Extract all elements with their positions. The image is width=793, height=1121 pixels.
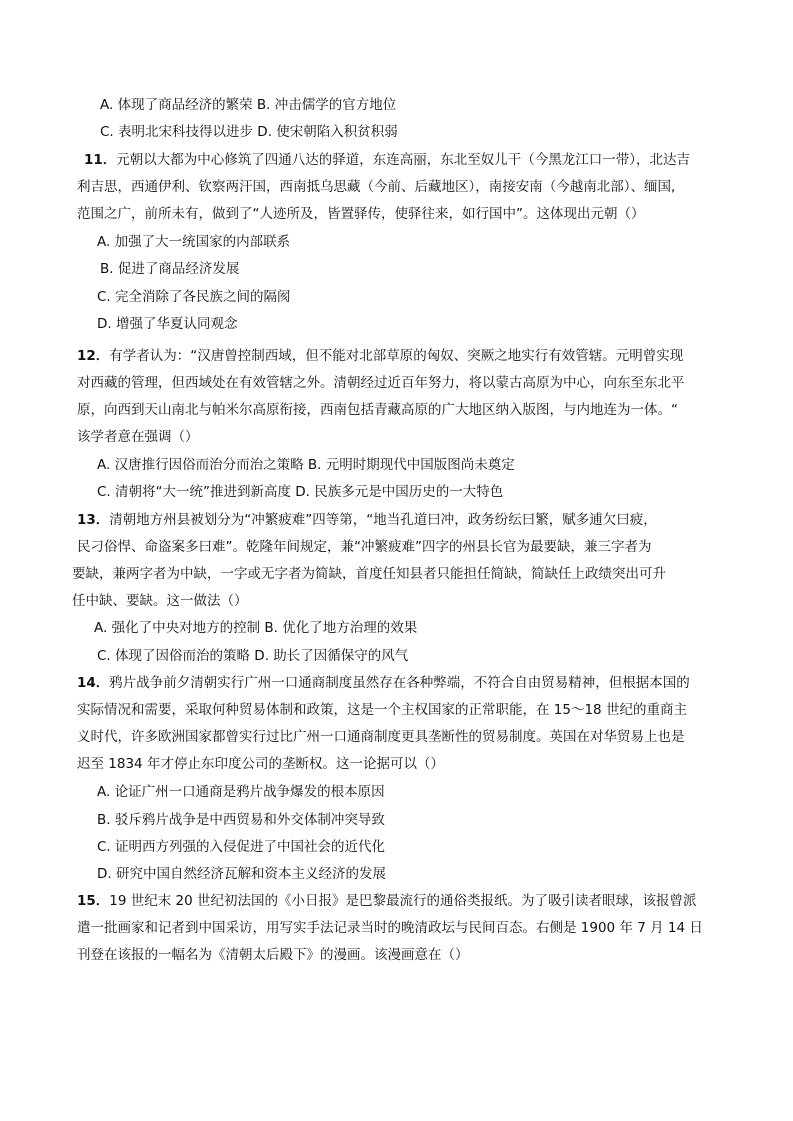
q14-stem-line4: 迟至 1834 年才停止东印度公司的垄断权。这一论据可以（） xyxy=(77,756,444,772)
q13-stem-line1 xyxy=(77,511,657,529)
q10-options-ab: A. 体现了商品经济的繁荣 B. 冲击儒学的官方地位 xyxy=(100,97,397,113)
q14-option-c: C. 证明西方列强的入侵促进了中国社会的近代化 xyxy=(97,839,386,855)
q14-number: 14． xyxy=(77,675,110,691)
q15-stem-line2: 遣一批画家和记者到中国采访，用写实手法记录当时的晚清政坛与民间百态。右侧是 1900 年 7 月 14 日 xyxy=(77,920,703,936)
q14-option-b: B. 驳斥鸦片战争是中西贸易和外交体制冲突导致 xyxy=(97,812,385,828)
q13-text-line1: 清朝地方州县被划分为“冲繁疲难”四等第，“地当孔道曰冲，政务纷纭曰繁，赋多逋欠曰疲， xyxy=(109,512,657,528)
q12-options-cd: C. 清朝将“大一统”推进到新高度 D. 民族多元是中国历史的一大特色 xyxy=(97,484,504,500)
q11-option-c: C. 完全消除了各民族之间的隔阂 xyxy=(97,289,291,305)
q11-option-a: A. 加强了大一统国家的内部联系 xyxy=(97,234,291,250)
q12-number: 12． xyxy=(77,348,110,364)
q13-options-ab: A. 强化了中央对地方的控制 B. 优化了地方治理的效果 xyxy=(94,620,418,636)
q12-stem-line3: 原，向西到天山南北与帕米尔高原衔接，西南包括青藏高原的广大地区纳入版图，与内地连为一体。“ xyxy=(77,402,678,418)
q11-text-line1: 元朝以大都为中心修筑了四通八达的驿道，东连高丽，东北至奴儿干（今黑龙江口一带），北达吉 xyxy=(116,152,691,168)
q14-text-line1: 鸦片战争前夕清朝实行广州一口通商制度虽然存在各种弊端，不符合自由贸易精神，但根据本国的 xyxy=(109,675,690,691)
q12-stem-line2: 对西藏的管理，但西域处在有效管辖之外。清朝经过近百年努力，将以蒙古高原为中心，向东至东北平 xyxy=(77,375,685,391)
q14-stem-line1 xyxy=(77,674,690,692)
q11-stem-line3: 范围之广，前所未有，做到了“人迹所及，皆置驿传，使驿往来，如行国中”。这体现出元朝（） xyxy=(77,206,645,222)
q11-number: 11． xyxy=(84,152,117,168)
q11-option-d: D. 增强了华夏认同观念 xyxy=(97,316,238,332)
q13-stem-line2: 民刁俗悍、命盗案多曰难”。乾隆年间规定，兼“冲繁疲难”四字的州县长官为最要缺，兼三字者为 xyxy=(77,539,652,555)
q15-text-line1: 19 世纪末 20 世纪初法国的《小日报》是巴黎最流行的通俗类报纸。为了吸引读者眼球，该报曾派 xyxy=(109,893,697,909)
q10-options-cd: C. 表明北宋科技得以进步 D. 使宋朝陷入积贫积弱 xyxy=(100,124,398,140)
q14-option-d: D. 研究中国自然经济瓦解和资本主义经济的发展 xyxy=(97,866,386,882)
q11-stem-line1 xyxy=(84,151,690,169)
q13-number: 13． xyxy=(77,512,110,528)
q14-option-a: A. 论证广州一口通商是鸦片战争爆发的根本原因 xyxy=(97,784,385,800)
q15-stem-line1 xyxy=(77,892,697,910)
q11-option-b: B. 促进了商品经济发展 xyxy=(100,261,240,277)
q14-stem-line3: 义时代，许多欧洲国家都曾实行过比广州一口通商制度更具垄断性的贸易制度。英国在对华贸易上也是 xyxy=(77,729,685,745)
q12-text-line1: 有学者认为：“汉唐曾控制西域，但不能对北部草原的匈奴、突厥之地实行有效管辖。元明曾实现 xyxy=(109,348,684,364)
q12-stem-line4: 该学者意在强调（） xyxy=(77,429,199,445)
q13-options-cd: C. 体现了因俗而治的策略 D. 助长了因循保守的风气 xyxy=(97,648,409,664)
q12-stem-line1 xyxy=(77,347,683,365)
q12-options-ab: A. 汉唐推行因俗而治分而治之策略 B. 元明时期现代中国版图尚未奠定 xyxy=(97,457,515,473)
q15-stem-line3: 刊登在该报的一幅名为《清朝太后殿下》的漫画。该漫画意在（） xyxy=(77,947,469,963)
q15-number: 15． xyxy=(77,893,110,909)
q11-stem-line2: 利吉思，西通伊利、钦察两汗国，西南抵乌思藏（今前、后藏地区），南接安南（今越南北部）、缅国, xyxy=(77,179,676,195)
q14-stem-line2: 实际情况和需要，采取何种贸易体制和政策，这是一个主权国家的正常职能，在 15～18 世纪的重商主 xyxy=(77,702,687,718)
q13-stem-line4: 任中缺、要缺。这一做法（） xyxy=(72,593,248,609)
q13-stem-line3: 要缺，兼两字者为中缺，一字或无字者为简缺，首度任知县者只能担任简缺，简缺任上政绩突出可升 xyxy=(72,566,666,582)
